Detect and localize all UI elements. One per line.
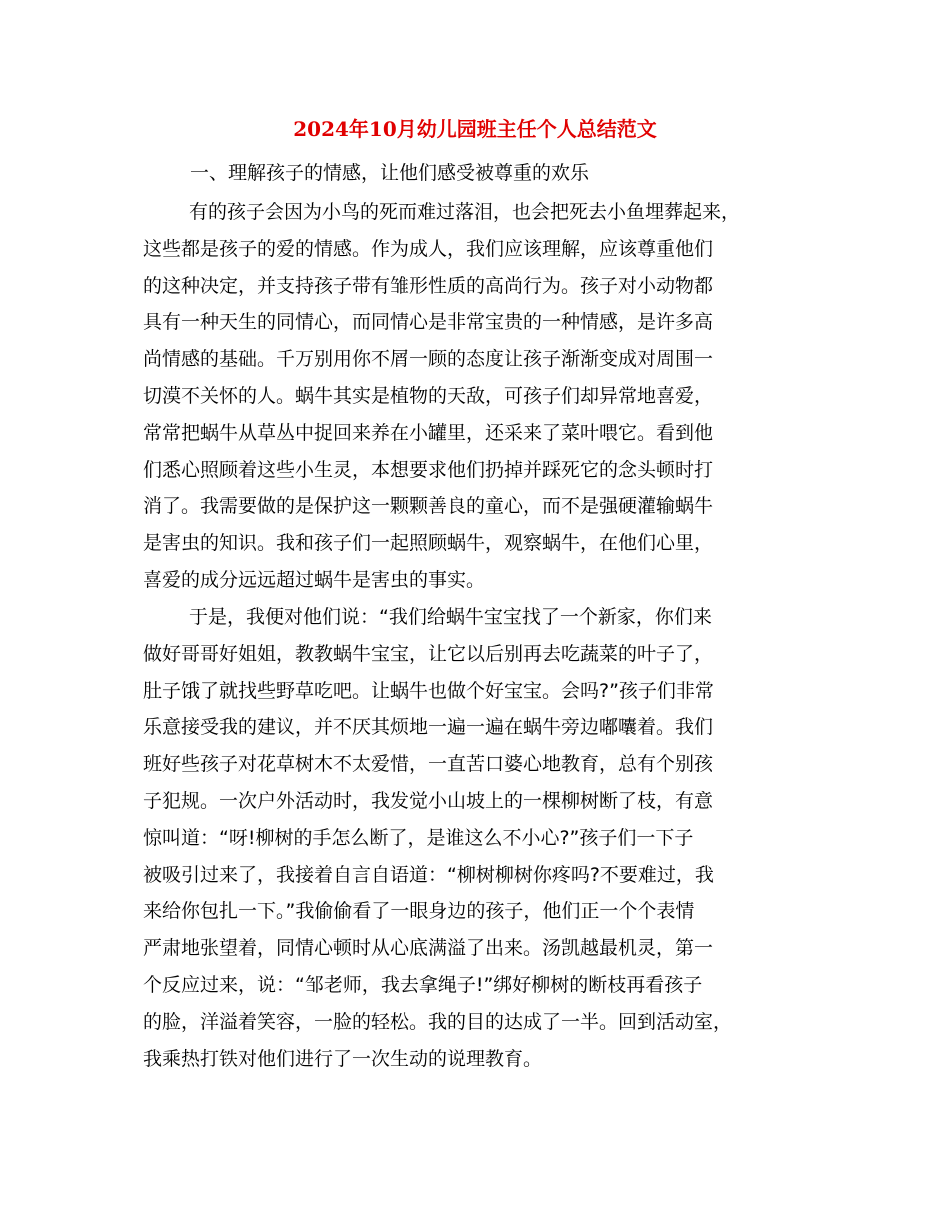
- paragraph-line: 有的孩子会因为小鸟的死而难过落泪，也会把死去小鱼埋葬起来，: [189, 201, 741, 223]
- paragraph-line: 的脸，洋溢着笑容，一脸的轻松。我的目的达成了一半。回到活动室，: [143, 1010, 733, 1033]
- paragraph-line: 肚子饿了就找些野草吃吧。让蜗牛也做个好宝宝。会吗?”孩子们非常: [143, 679, 714, 702]
- paragraph-line: 惊叫道：“呀!柳树的手怎么断了，是谁这么不小心?”孩子们一下子: [143, 826, 694, 849]
- paragraph-line: 乐意接受我的建议，并不厌其烦地一遍一遍在蜗牛旁边嘟囔着。我们: [143, 716, 714, 739]
- paragraph-2: [143, 599, 823, 1077]
- paragraph-line: 是害虫的知识。我和孩子们一起照顾蜗牛，观察蜗牛，在他们心里，: [143, 532, 714, 555]
- paragraph-line: 喜爱的成分远远超过蜗牛是害虫的事实。: [143, 568, 486, 591]
- paragraph-line: 被吸引过来了，我接着自言自语道：“柳树柳树你疼吗?不要难过，我: [143, 863, 714, 886]
- paragraph-line: 我乘热打铁对他们进行了一次生动的说理教育。: [143, 1047, 543, 1070]
- paragraph-line: 消了。我需要做的是保护这一颗颗善良的童心，而不是强硬灌输蜗牛: [143, 495, 714, 518]
- paragraph-line: 们悉心照顾着这些小生灵，本想要求他们扔掉并踩死它的念头顿时打: [143, 458, 714, 481]
- paragraph-line: 个反应过来，说：“邹老师，我去拿绳子!”绑好柳树的断枝再看孩子: [143, 973, 703, 996]
- paragraph-line: 来给你包扎一下。”我偷偷看了一眼身边的孩子，他们正一个个表情: [143, 900, 695, 923]
- paragraph-line: 切漠不关怀的人。蜗牛其实是植物的天敌，可孩子们却异常地喜爱，: [143, 384, 714, 407]
- paragraph-line: 做好哥哥好姐姐，教教蜗牛宝宝，让它以后别再去吃蔬菜的叶子了，: [143, 642, 714, 665]
- paragraph-line: 于是，我便对他们说：“我们给蜗牛宝宝找了一个新家，你们来: [189, 606, 712, 628]
- paragraph-line: 这些都是孩子的爱的情感。作为成人，我们应该理解，应该尊重他们: [143, 237, 714, 260]
- paragraph-line: 尚情感的基础。千万别用你不屑一顾的态度让孩子渐渐变成对周围一: [143, 348, 714, 371]
- paragraph-line: 具有一种天生的同情心，而同情心是非常宝贵的一种情感，是许多高: [143, 311, 714, 334]
- paragraph-1: [143, 194, 823, 599]
- paragraph-line: 班好些孩子对花草树木不太爱惜，一直苦口婆心地教育，总有个别孩: [143, 753, 714, 776]
- paragraph-line: 常常把蜗牛从草丛中捉回来养在小罐里，还采来了菜叶喂它。看到他: [143, 421, 714, 444]
- paragraph-line: 的这种决定，并支持孩子带有雏形性质的高尚行为。孩子对小动物都: [143, 274, 714, 297]
- paragraph-line: 子犯规。一次户外活动时，我发觉小山坡上的一棵柳树断了枝，有意: [143, 789, 714, 812]
- section-heading: 一、理解孩子的情感，让他们感受被尊重的欢乐: [190, 162, 590, 184]
- document-title: 2024年10月幼儿园班主任个人总结范文: [293, 117, 657, 141]
- paragraph-line: 严肃地张望着，同情心顿时从心底满溢了出来。汤凯越最机灵，第一: [143, 937, 714, 960]
